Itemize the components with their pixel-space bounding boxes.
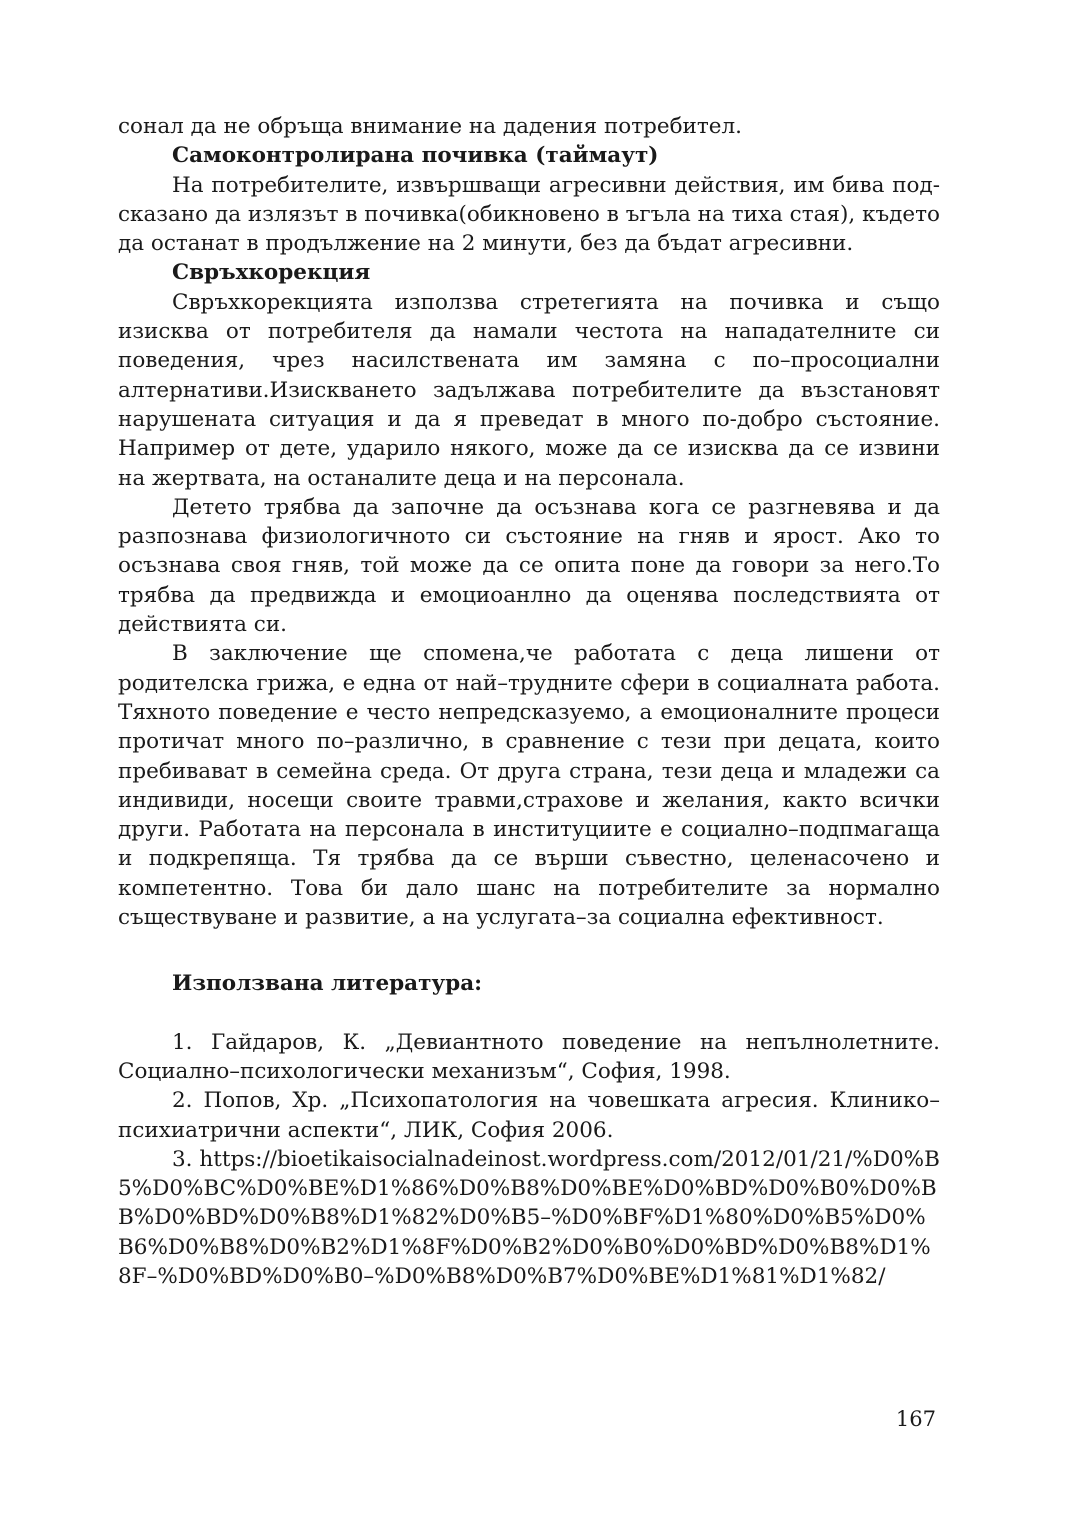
body-paragraph-conclusion: В заключение ще спомена,че работата с деца лишени от родителска грижа, е една от най–трудните сфери в социалната работа. Тяхното поведение е често непредсказуемо, а емоционалните процеси протичат много по–различно, в сравнение с тези при децата, които пребивават в семейна среда. От друга страна, тези деца и младежи са индивиди, носещи своите травми,страхове и желания, както всички други. Работата на персонала в институциите е социално–подпмагаща и подкрепяща. Тя трябва да се върши съвестно, целенасочено и компетентно. Това би дало шанс на потребителите за нормално съществуване и развитие, а на услугата–за социална ефективност.	[118, 641, 940, 931]
reference-url-link[interactable]: 3. https://bioetikaisocialnadeinost.wordpress.com/2012/01/21/%D0%B5%D0%BC%D0%BE%D1%86%D0%B8%D0%BE%D0%BD%D0%B0%D0%BB%D0%BD%D0%B8%D1%82%D0%B5–%D0%BF%D1%80%D0%B5%D0%B6%D0%B8%D0%B2%D1%8F%D0%B2%D0%B0%D0%BD%D0%B8%D1%8F–%D0%BD%D0%B0–%D0%B8%D0%B7%D0%BE%D1%81%D1%82/	[118, 1146, 940, 1289]
section-heading-timeout: Самоконтролирана почивка (таймаут)	[172, 143, 659, 169]
body-paragraph-continued: сонал да не обръща внимание на дадения потребител.	[118, 114, 742, 139]
body-paragraph-timeout: На потребителите, извършващи агресивни действия, им бива подсказано да излязът в почивка(обикновено в ъгъла на тиха стая), където да останат в продължение на 2 минути, без да бъдат агресивни.	[118, 172, 940, 257]
section-heading-overcorrection: Свръхкорекция	[172, 260, 371, 286]
references-title: Използвана литература:	[172, 971, 483, 997]
body-paragraph-overcorrection: Свръхкорекцията използва стретегията на почивка и също изисква от потребителя да намали честота на нападателните си поведения, чрез насилствената им замяна с по–просоциални алтернативи.Изискването задължава потребителите да възстановят нарушената ситуация и да я преведат в много по-добро състояние. Например от дете, ударило някого, може да се изисква да се извини на жертвата, на останалите деца и на персонала.	[118, 289, 940, 491]
references-list	[118, 1028, 940, 1292]
body-paragraph-anger: Детето трябва да започне да осъзнава кога се разгневява и да разпознава физиологичното си състояние на гняв и ярост. Ако то осъзнава своя гняв, той може да се опита поне да говори за него.То трябва да предвижда и емоциоанлно да оценява последствията от действията си.	[118, 494, 940, 638]
page-body	[118, 112, 940, 1291]
reference-item: 2. Попов, Хр. „Психопатология на човешката агресия. Клинико–психиатрични аспекти“, ЛИК, София 2006.	[118, 1088, 940, 1143]
page-number: 167	[895, 1407, 936, 1431]
reference-item: 1. Гайдаров, К. „Девиантното поведение на непълнолетните. Социално–психологически механизъм“, София, 1998.	[118, 1029, 940, 1084]
